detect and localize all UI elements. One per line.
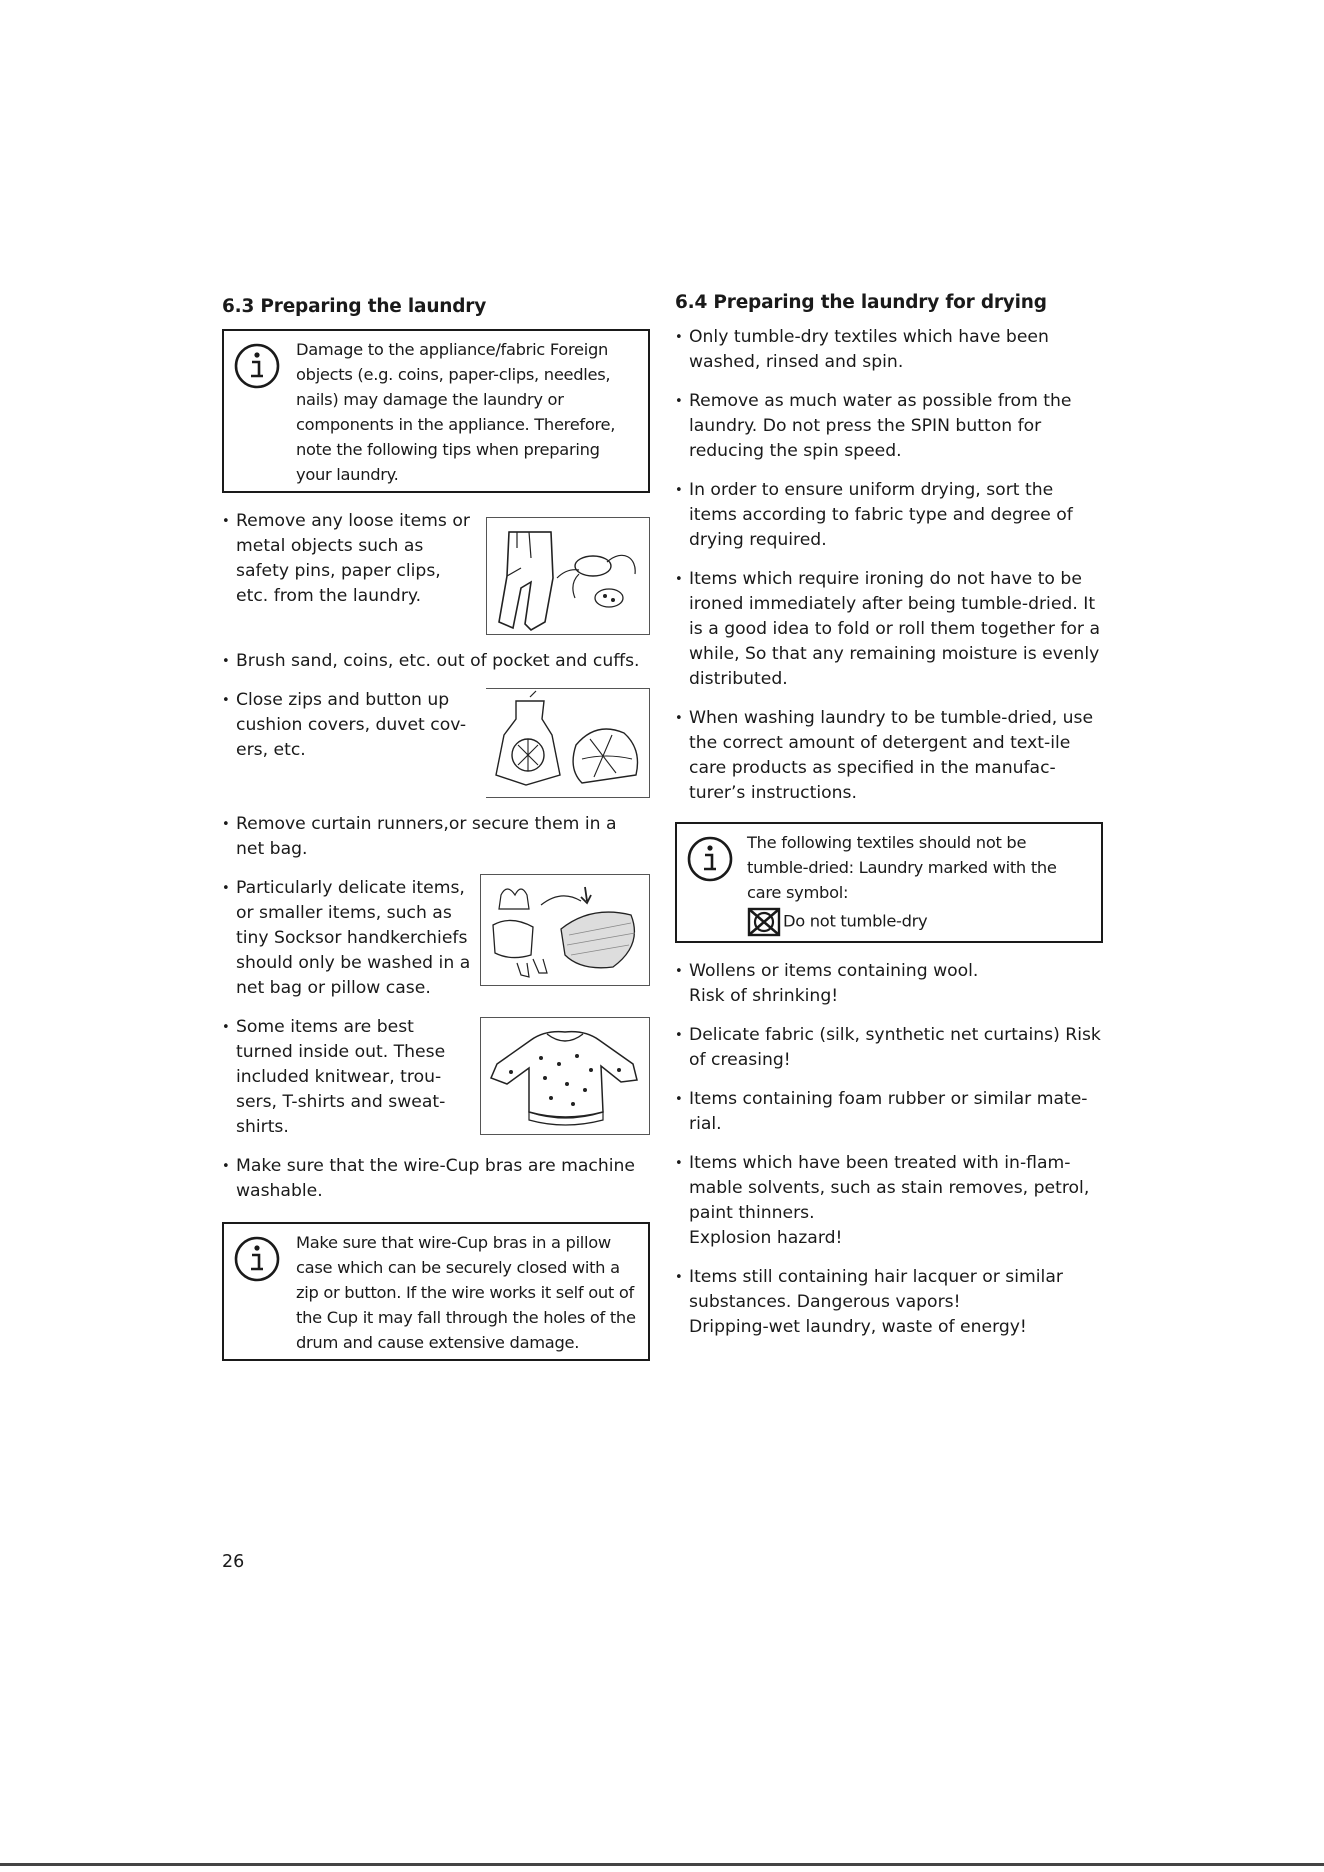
list-item: • Only tumble-dry textiles which have been washed, rinsed and spin. bbox=[675, 325, 1103, 375]
symbol-label: Do not tumble-dry bbox=[783, 911, 928, 931]
list-item: • When washing laundry to be tumble-dried, use the correct amount of detergent and text-ile care products as specified in the manufac-turer’s instructions. bbox=[675, 706, 1103, 806]
info-icon bbox=[232, 1234, 282, 1284]
note-text: Damage to the appliance/fabric Foreign objects (e.g. coins, paper-clips, needles, nails) may damage the laundry or components in the appliance. Therefore, note the following tips when preparing your laundry. bbox=[296, 340, 616, 484]
list-item: • Items which have been treated with in-flam-mable solvents, such as stain removes, petrol, paint thinners. Explosion hazard! bbox=[675, 1151, 1103, 1251]
info-note-no-tumble-dry bbox=[675, 822, 1103, 943]
list-item: • In order to ensure uniform drying, sort the items according to fabric type and degree of drying required. bbox=[675, 478, 1103, 553]
left-column bbox=[222, 296, 650, 1377]
info-note-foreign-objects bbox=[222, 329, 650, 493]
list-item: • Items which require ironing do not have to be ironed immediately after being tumble-dried. It is a good idea to fold or roll them together for a while, So that any remaining moisture is evenly distributed. bbox=[675, 567, 1103, 692]
list-item: • Wollens or items containing wool. Risk of shrinking! bbox=[675, 959, 1103, 1009]
list-item: • Particularly delicate items, or smaller items, such as tiny Socksor handkerchiefs should only be washed in a net bag or pillow case. bbox=[222, 876, 472, 1001]
note-text: The following textiles should not be tumble-dried: Laundry marked with the care symbol: bbox=[747, 833, 1057, 902]
list-item: • Items containing foam rubber or similar mate-rial. bbox=[675, 1087, 1103, 1137]
note-text: Make sure that wire-Cup bras in a pillow case which can be securely closed with a zip or button. If the wire works it self out of the Cup it may fall through the holes of the drum and cause extensive damage. bbox=[296, 1233, 636, 1352]
list-item: • Remove any loose items or metal objects such as safety pins, paper clips, etc. from the laundry. bbox=[222, 509, 472, 609]
figure-sweatshirt bbox=[480, 1017, 650, 1135]
info-icon bbox=[232, 341, 282, 391]
page-number: 26 bbox=[222, 1552, 245, 1572]
figure-net-bag-delicates bbox=[480, 874, 650, 986]
list-item: • Brush sand, coins, etc. out of pocket and cuffs. bbox=[222, 649, 650, 674]
list-item: • Delicate fabric (silk, synthetic net curtains) Risk of creasing! bbox=[675, 1023, 1103, 1073]
list-item: • Close zips and button up cushion covers, duvet cov-ers, etc. bbox=[222, 688, 472, 763]
section-heading-6-4: 6.4 Preparing the laundry for drying bbox=[675, 292, 1047, 313]
page-bottom-rule bbox=[0, 1863, 1324, 1866]
figure-closed-covers bbox=[486, 688, 650, 798]
list-item: • Some items are best turned inside out. These included knitwear, trou-sers, T-shirts and sweat-shirts. bbox=[222, 1015, 472, 1140]
list-item: • Items still containing hair lacquer or similar substances. Dangerous vapors! Dripping-wet laundry, waste of energy! bbox=[675, 1265, 1103, 1340]
section-heading-6-3: 6.3 Preparing the laundry bbox=[222, 296, 487, 317]
right-column bbox=[675, 292, 1103, 1354]
tumble-dry-prohibited-icon bbox=[747, 907, 781, 937]
info-note-wire-bras bbox=[222, 1222, 650, 1361]
figure-trousers-metal-objects bbox=[486, 517, 650, 635]
care-symbol-row bbox=[747, 907, 1091, 937]
list-item: • Remove curtain runners,or secure them in a net bag. bbox=[222, 812, 650, 862]
list-item: • Remove as much water as possible from the laundry. Do not press the SPIN button for reducing the spin speed. bbox=[675, 389, 1103, 464]
info-icon bbox=[685, 834, 735, 884]
list-item: • Make sure that the wire-Cup bras are machine washable. bbox=[222, 1154, 650, 1204]
